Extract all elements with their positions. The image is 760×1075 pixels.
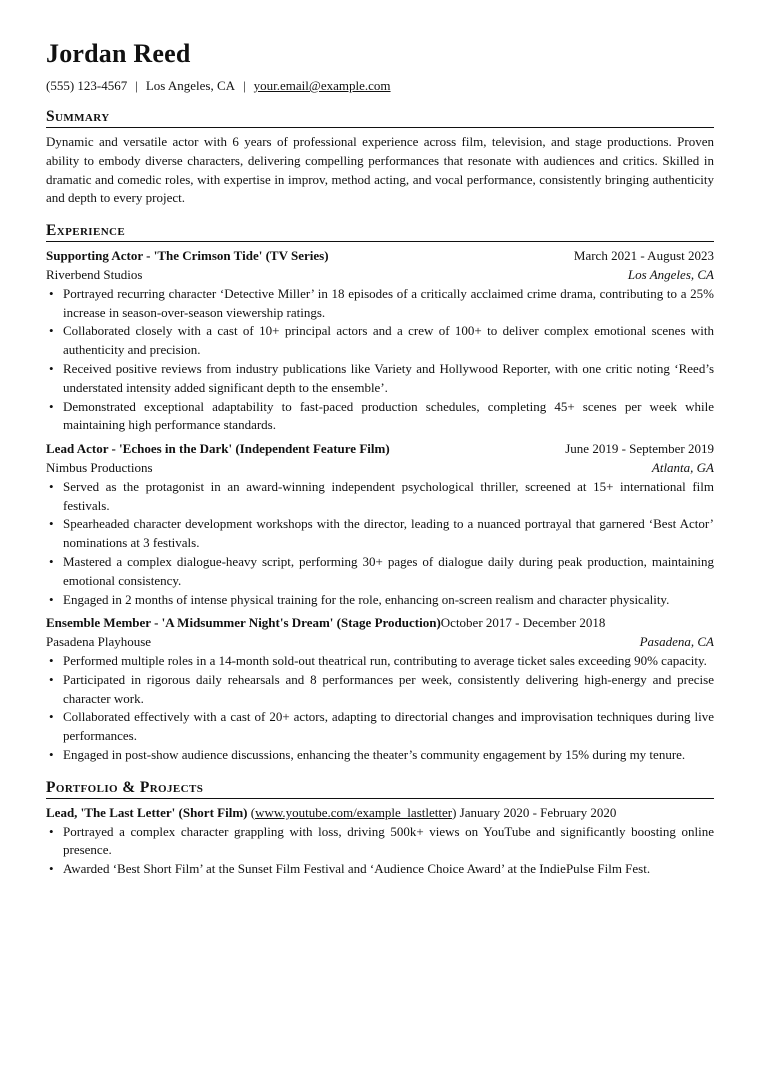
job-dates: June 2019 - September 2019 [565, 441, 714, 457]
bullet-item: • Served as the protagonist in an award-winning independent psychological thriller, screened at 15+ international film festivals. [63, 478, 714, 516]
project-role: Lead, 'The Last Letter' (Short Film) [46, 804, 248, 820]
job-role: Supporting Actor - 'The Crimson Tide' (TV Series) [46, 248, 329, 264]
bullet-item: • Demonstrated exceptional adaptability to fast-paced production schedules, completing 45+ scenes per week while maintaining high performance standards. [63, 398, 714, 436]
section-title-portfolio: Portfolio & Projects [46, 778, 714, 799]
bullet-item: • Portrayed a complex character grappling with loss, driving 500k+ views on YouTube and significantly boosting online presence. [63, 823, 714, 861]
job-entry [46, 247, 714, 435]
bullet-item: • Performed multiple roles in a 14-month sold-out theatrical run, contributing to average ticket sales exceeding 90% capacity. [63, 652, 714, 671]
job-role: Lead Actor - 'Echoes in the Dark' (Independent Feature Film) [46, 441, 390, 457]
contact-line [46, 78, 714, 94]
job-bullets [46, 285, 714, 435]
bullet-item: • Collaborated closely with a cast of 10+ principal actors and a crew of 100+ to deliver complex emotional scenes with authenticity and precision. [63, 322, 714, 360]
bullet-item: • Received positive reviews from industry publications like Variety and Hollywood Reporter, with one critic noting ‘Reed’s understated intensity added significant depth to the ensemble’. [63, 360, 714, 398]
candidate-name: Jordan Reed [46, 39, 191, 68]
contact-separator: | [243, 78, 246, 93]
summary-text: Dynamic and versatile actor with 6 years of professional experience across film, television, and stage productions. Proven ability to embody diverse characters, delivering compelling performances that resonate with audiences and critics. Skilled in dramatic and comedic roles, with expertise in improv, method acting, and vocal performance, consistently bringing authenticity and depth to every project. [46, 134, 714, 206]
job-entry [46, 440, 714, 609]
bullet-item: • Awarded ‘Best Short Film’ at the Sunset Film Festival and ‘Audience Choice Award’ at the IndiePulse Film Fest. [63, 860, 714, 879]
section-title-summary: Summary [46, 107, 714, 128]
job-company: Pasadena Playhouse [46, 634, 152, 650]
bullet-item: • Mastered a complex dialogue-heavy script, performing 30+ pages of dialogue daily during peak production, maintaining emotional consistency. [63, 553, 714, 591]
job-company: Riverbend Studios [46, 266, 143, 282]
bullet-item: • Spearheaded character development workshops with the director, leading to a nuanced portrayal that garnered ‘Best Actor’ nominations at 3 festivals. [63, 515, 714, 553]
project-dates: January 2020 - February 2020 [459, 804, 617, 820]
email-link[interactable]: your.email@example.com [253, 78, 391, 93]
job-location: Los Angeles, CA [627, 266, 714, 282]
job-entry [46, 614, 714, 764]
job-company: Nimbus Productions [46, 459, 153, 475]
project-link[interactable]: www.youtube.com/example_lastletter [255, 804, 453, 820]
job-dates: March 2021 - August 2023 [573, 248, 714, 264]
bullet-item: • Collaborated effectively with a cast of 20+ actors, adapting to directorial changes and improvisation techniques during live performances. [63, 708, 714, 746]
project-bullets [46, 823, 714, 879]
section-title-experience: Experience [46, 221, 714, 242]
location-text: Los Angeles, CA [145, 78, 236, 93]
job-bullets [46, 478, 714, 610]
job-location: Pasadena, CA [639, 634, 714, 650]
phone-number: (555) 123-4567 [46, 78, 128, 93]
job-dates: October 2017 - December 2018 [440, 615, 606, 631]
job-bullets [46, 652, 714, 765]
bullet-item: • Engaged in post-show audience discussions, enhancing the theater’s community engagement by 15% during my tenure. [63, 746, 714, 765]
project-entry: Lead, 'The Last Letter' (Short Film) (www.youtube.com/example_lastletter) January 2020 - February 2020 • Portrayed a complex character grappling with loss, driving 500k+ views on YouTube and significantly boosting online presence. • Awarded ‘Best Short Film’ at the Sunset Film Festival and ‘Audience Choice Award’ at the IndiePulse Film Fest. [46, 804, 714, 879]
job-role: Ensemble Member - 'A Midsummer Night's Dream' (Stage Production) [46, 615, 441, 631]
bullet-item: • Engaged in 2 months of intense physical training for the role, enhancing on-screen realism and character physicality. [63, 591, 714, 610]
bullet-item: • Portrayed recurring character ‘Detective Miller’ in 18 episodes of a critically acclaimed crime drama, contributing to a 25% increase in season-over-season viewership ratings. [63, 285, 714, 323]
contact-separator: | [135, 78, 138, 93]
bullet-item: • Participated in rigorous daily rehearsals and 8 performances per week, consistently delivering high-energy and precise character work. [63, 671, 714, 709]
job-location: Atlanta, GA [651, 459, 714, 475]
